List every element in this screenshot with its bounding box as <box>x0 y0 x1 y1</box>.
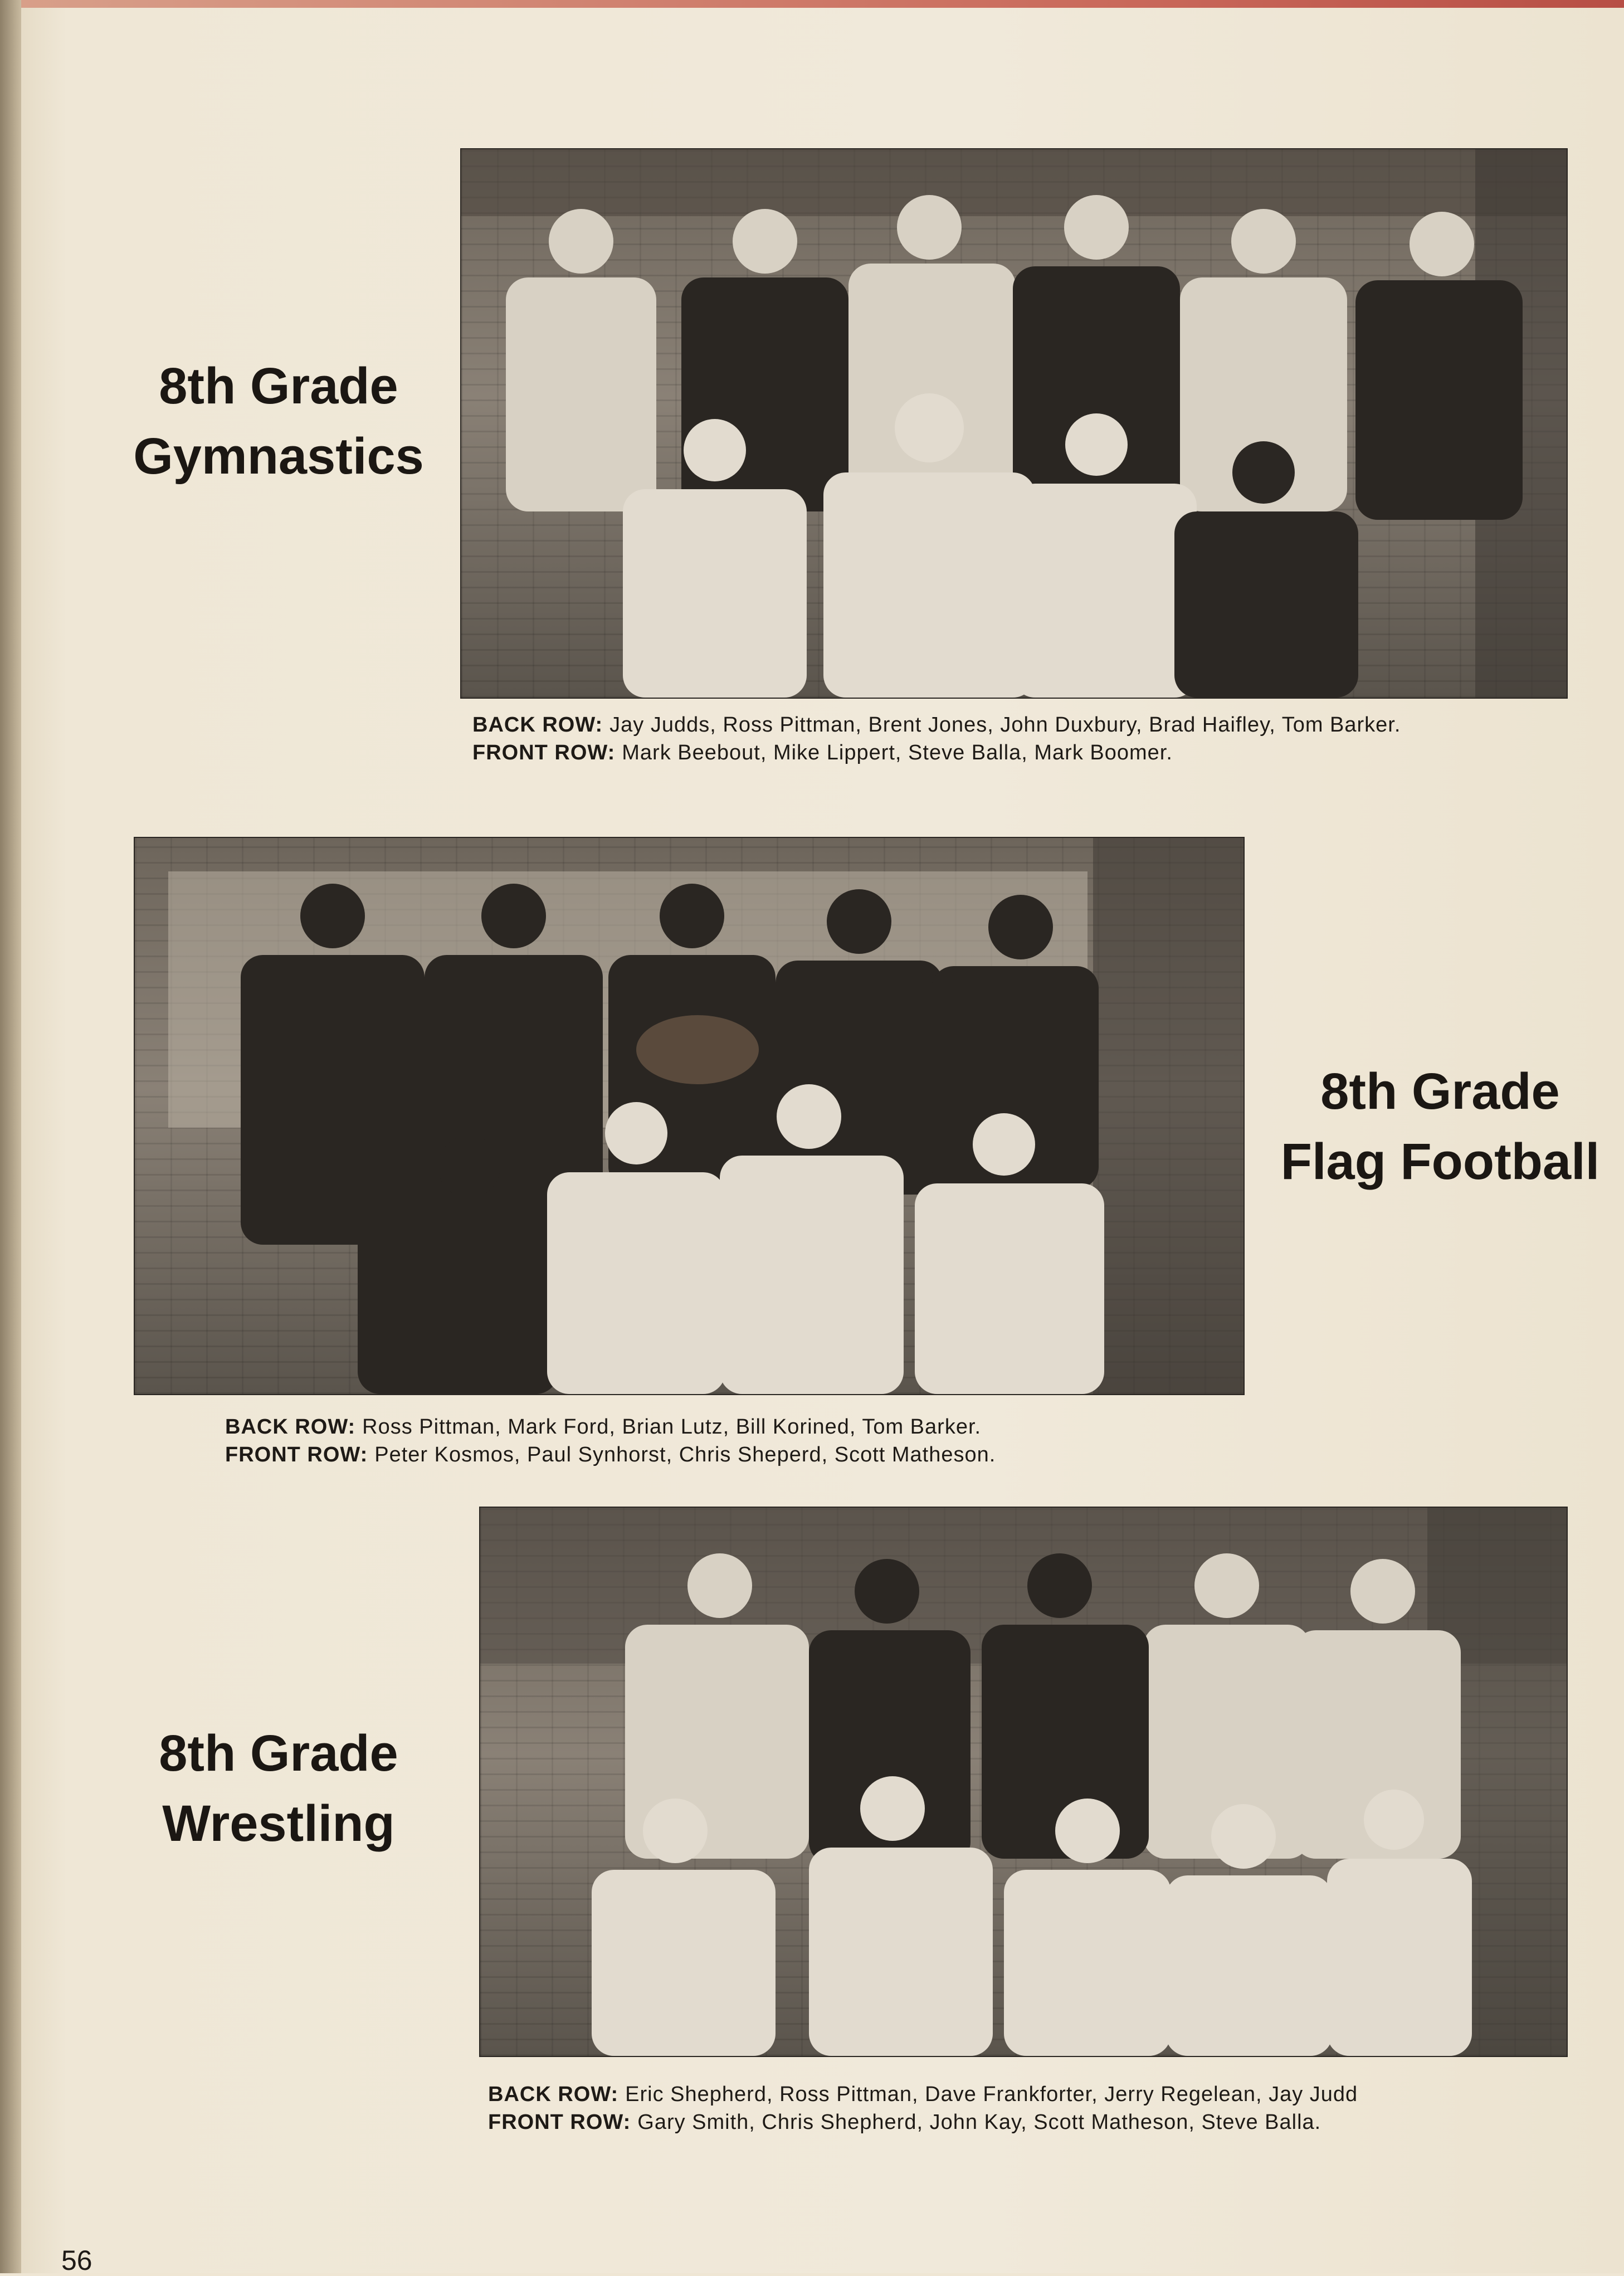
back-row-label: BACK ROW: <box>225 1415 356 1439</box>
page-number: 56 <box>61 2245 92 2276</box>
flag-football-front-row <box>225 1441 1228 1469</box>
gymnastics-front-row <box>472 739 1571 767</box>
top-edge-strip <box>0 0 1624 8</box>
back-row-names: Eric Shepherd, Ross Pittman, Dave Frankforter, Jerry Regelean, Jay Judd <box>625 2083 1358 2106</box>
flag-football-caption <box>225 1413 1228 1469</box>
wrestling-caption <box>488 2080 1547 2136</box>
page-binding <box>0 0 21 2273</box>
back-row-label: BACK ROW: <box>472 713 603 737</box>
front-row-label: FRONT ROW: <box>472 741 616 764</box>
wrestling-title-line2: Wrestling <box>162 1795 395 1852</box>
flag-football-back-row <box>225 1413 1228 1441</box>
back-row-names: Ross Pittman, Mark Ford, Brian Lutz, Bill Korined, Tom Barker. <box>362 1415 982 1439</box>
front-row-label: FRONT ROW: <box>225 1443 368 1466</box>
gymnastics-back-row <box>472 711 1571 739</box>
front-row-label: FRONT ROW: <box>488 2111 631 2134</box>
flag-football-team-photo <box>134 837 1245 1395</box>
gymnastics-photo-figures <box>461 149 1567 698</box>
back-row-label: BACK ROW: <box>488 2083 619 2106</box>
gymnastics-title-line1: 8th Grade <box>159 358 398 415</box>
wrestling-photo-figures <box>480 1508 1567 2056</box>
gymnastics-title <box>111 351 446 491</box>
flag-football-title-line1: 8th Grade <box>1320 1063 1560 1120</box>
gymnastics-title-line2: Gymnastics <box>133 428 424 485</box>
flag-football-photo-figures <box>135 838 1243 1394</box>
front-row-names: Gary Smith, Chris Shepherd, John Kay, Scott Matheson, Steve Balla. <box>637 2111 1321 2134</box>
gymnastics-team-photo <box>460 148 1568 699</box>
wrestling-back-row <box>488 2080 1547 2108</box>
wrestling-title-line1: 8th Grade <box>159 1725 398 1782</box>
front-row-names: Peter Kosmos, Paul Synhorst, Chris Sheperd, Scott Matheson. <box>374 1443 996 1466</box>
gymnastics-caption <box>472 711 1571 767</box>
wrestling-title <box>111 1718 446 1859</box>
back-row-names: Jay Judds, Ross Pittman, Brent Jones, John Duxbury, Brad Haifley, Tom Barker. <box>609 713 1401 737</box>
front-row-names: Mark Beebout, Mike Lippert, Steve Balla, Mark Boomer. <box>622 741 1173 764</box>
flag-football-title <box>1259 1056 1621 1197</box>
wrestling-front-row <box>488 2108 1547 2136</box>
flag-football-title-line2: Flag Football <box>1280 1133 1600 1190</box>
wrestling-team-photo <box>479 1507 1568 2057</box>
